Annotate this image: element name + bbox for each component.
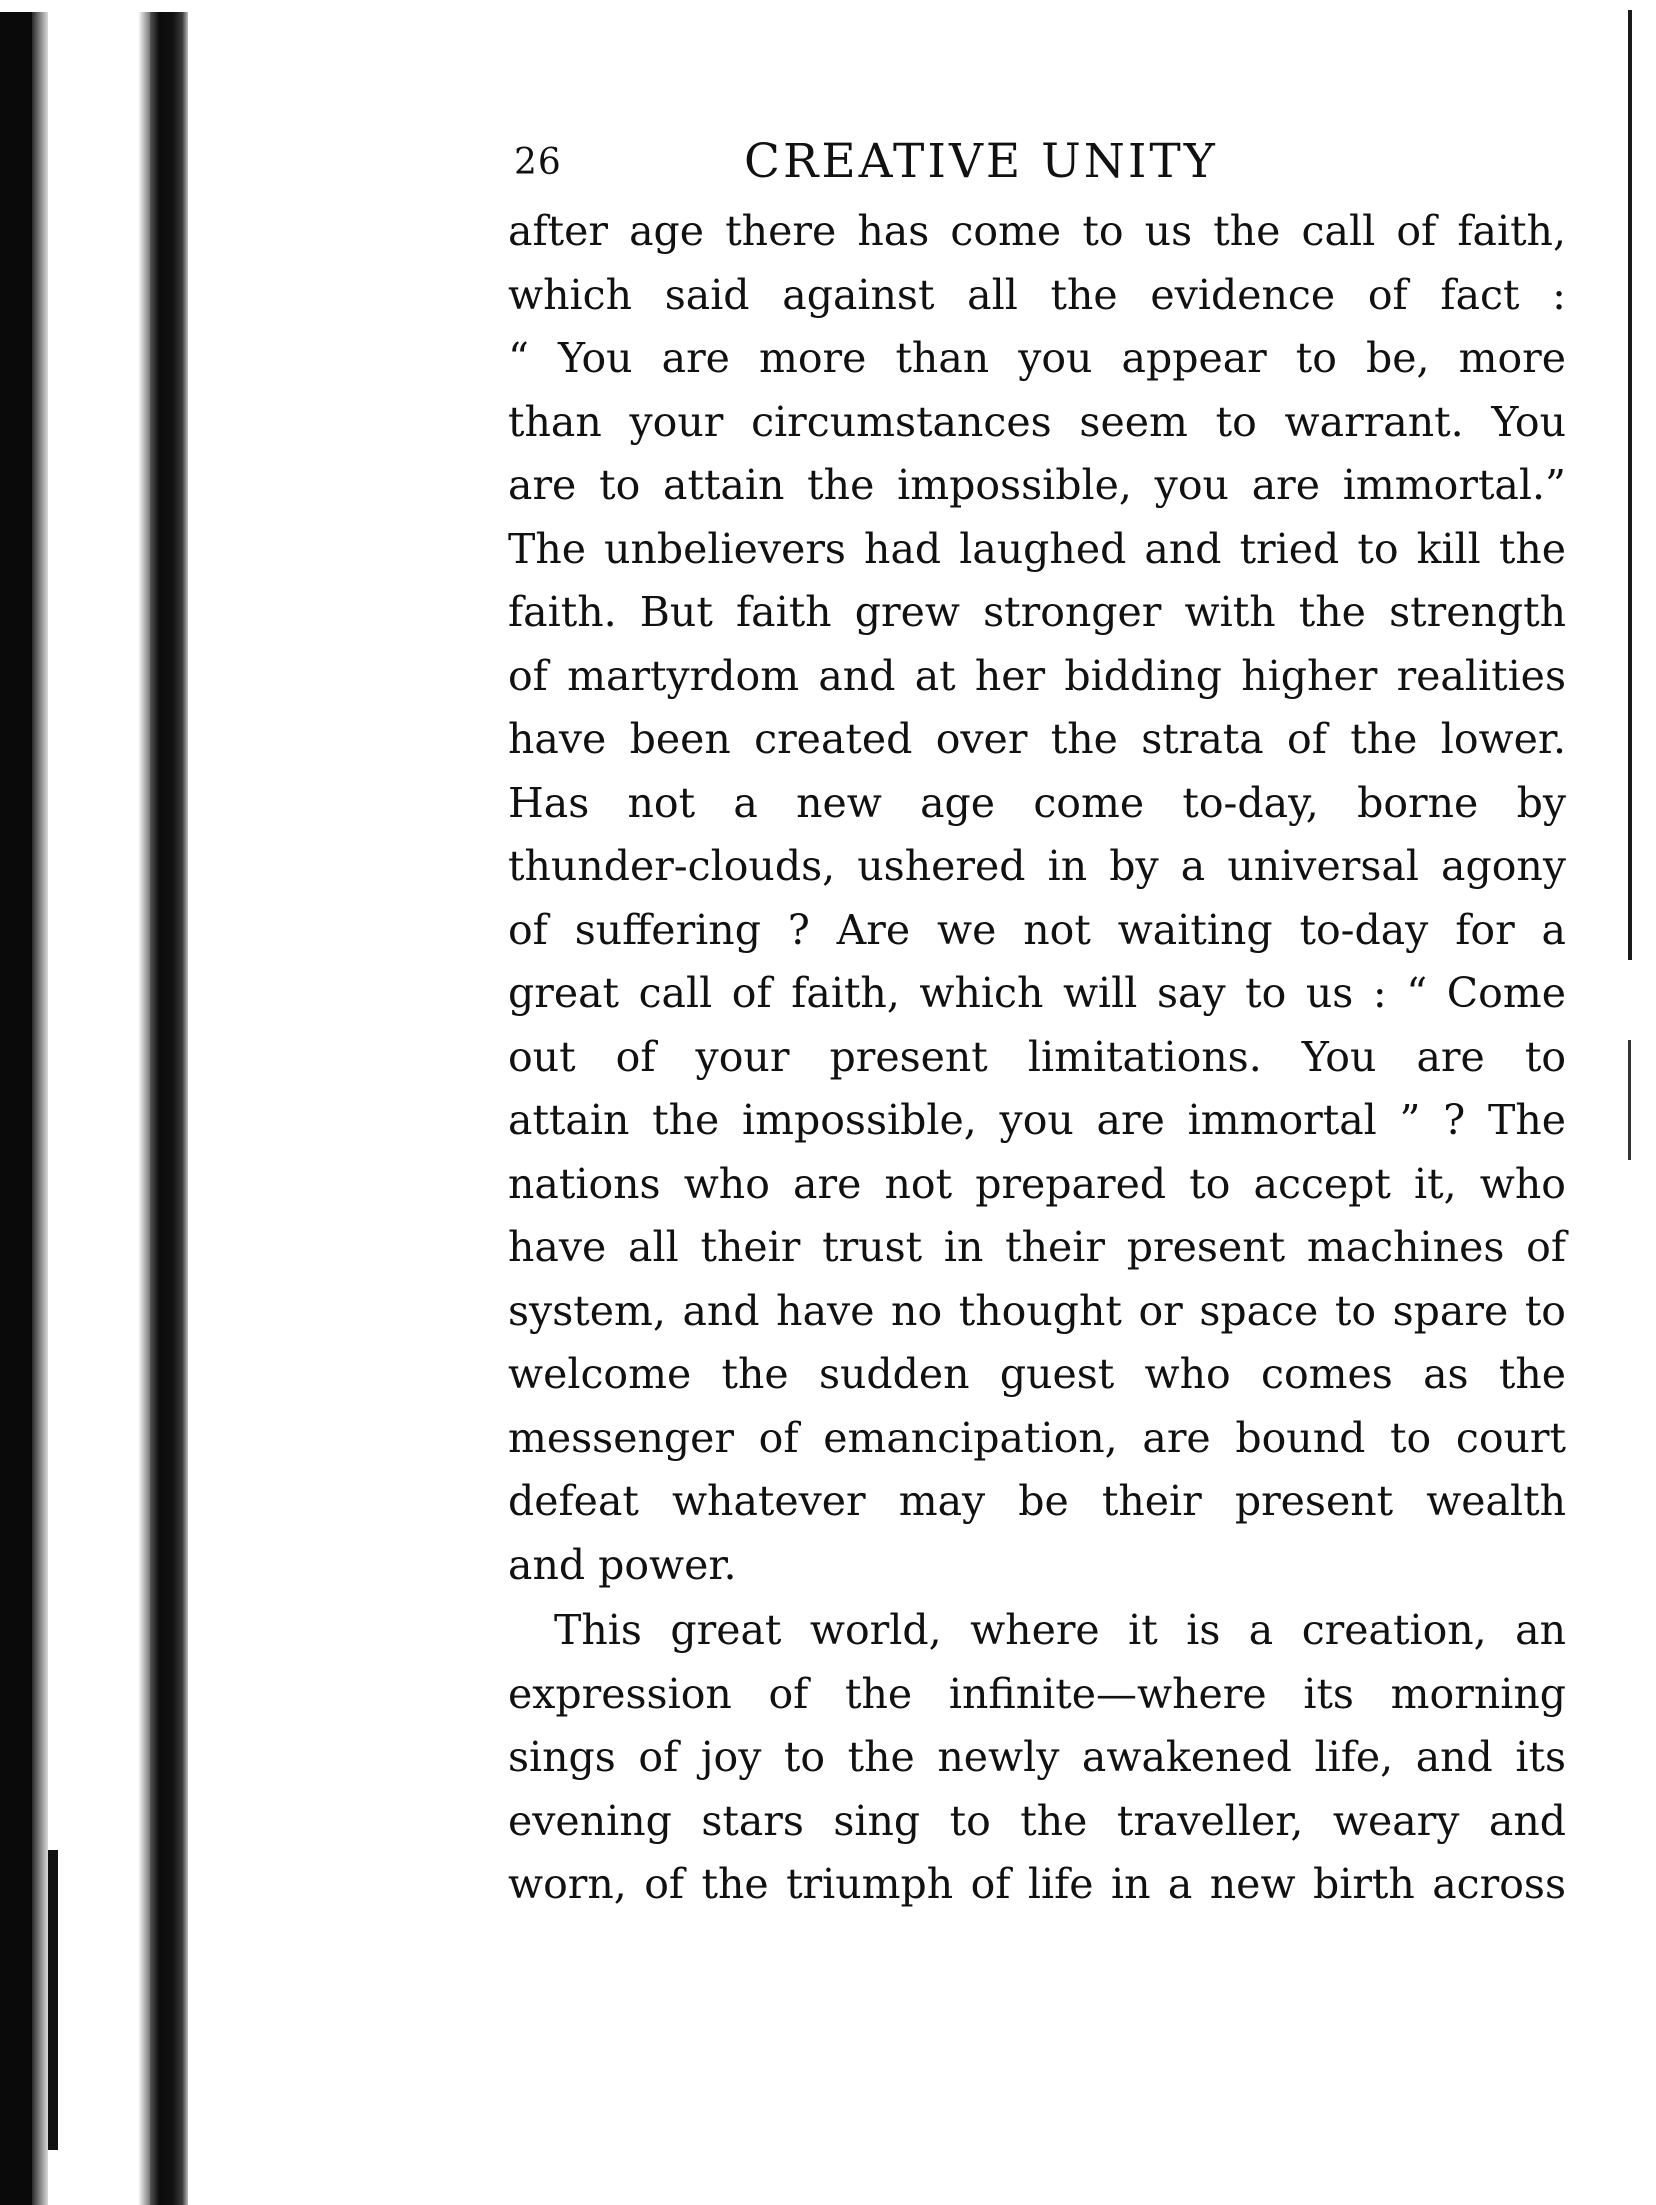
text-line: out of your present limitations. You are to (508, 1032, 1566, 1081)
text-line: nations who are not prepared to accept it, who (508, 1159, 1566, 1208)
text-line: defeat whatever may be their present wealth (508, 1477, 1566, 1525)
scan-page-edge (1628, 10, 1632, 960)
text-line: evening stars sing to the traveller, weary and (508, 1796, 1566, 1845)
running-head (508, 130, 1566, 200)
text-line: system, and have no thought or space to spare to (508, 1286, 1566, 1335)
text-line: of martyrdom and at her bidding higher realities (508, 651, 1566, 700)
text-line: This great world, where it is a creation, an (554, 1606, 1566, 1654)
running-title: CREATIVE UNITY (744, 134, 1218, 189)
text-line: attain the impossible, you are immortal ” ? The (508, 1096, 1566, 1144)
paragraph-1 (508, 200, 1566, 1597)
text-line: Has not a new age come to-day, borne by (508, 778, 1566, 827)
text-line: worn, of the triumph of life in a new birth across (508, 1860, 1566, 1908)
text-line: of suffering ? Are we not waiting to-day for a (508, 905, 1566, 954)
text-line: The unbelievers had laughed and tried to kill the (508, 524, 1566, 573)
scan-binding-shadow (0, 0, 200, 2205)
text-line: expression of the infinite—where its morning (508, 1669, 1566, 1718)
page-number: 26 (514, 142, 562, 183)
text-line: after age there has come to us the call of faith, (508, 207, 1566, 255)
text-line: than your circumstances seem to warrant. You (508, 397, 1566, 446)
text-line: faith. But faith grew stronger with the strength (508, 588, 1566, 636)
text-line: sings of joy to the newly awakened life, and its (508, 1733, 1566, 1781)
text-line: great call of faith, which will say to us : “ Come (508, 969, 1566, 1017)
paragraph-2 (508, 1599, 1566, 1917)
text-line: are to attain the impossible, you are immortal.” (508, 461, 1566, 509)
text-line: “ You are more than you appear to be, more (508, 334, 1566, 382)
scan-page-edge-mark (1628, 1040, 1631, 1160)
text-line: have all their trust in their present machines of (508, 1223, 1566, 1271)
text-line: which said against all the evidence of fact : (508, 270, 1566, 319)
text-line: welcome the sudden guest who comes as the (508, 1350, 1566, 1398)
text-line: messenger of emancipation, are bound to court (508, 1413, 1566, 1462)
text-line: thunder-clouds, ushered in by a universal agony (508, 842, 1566, 890)
book-page (508, 130, 1566, 1917)
text-line: have been created over the strata of the lower. (508, 715, 1566, 763)
text-line: and power. (508, 1540, 737, 1589)
